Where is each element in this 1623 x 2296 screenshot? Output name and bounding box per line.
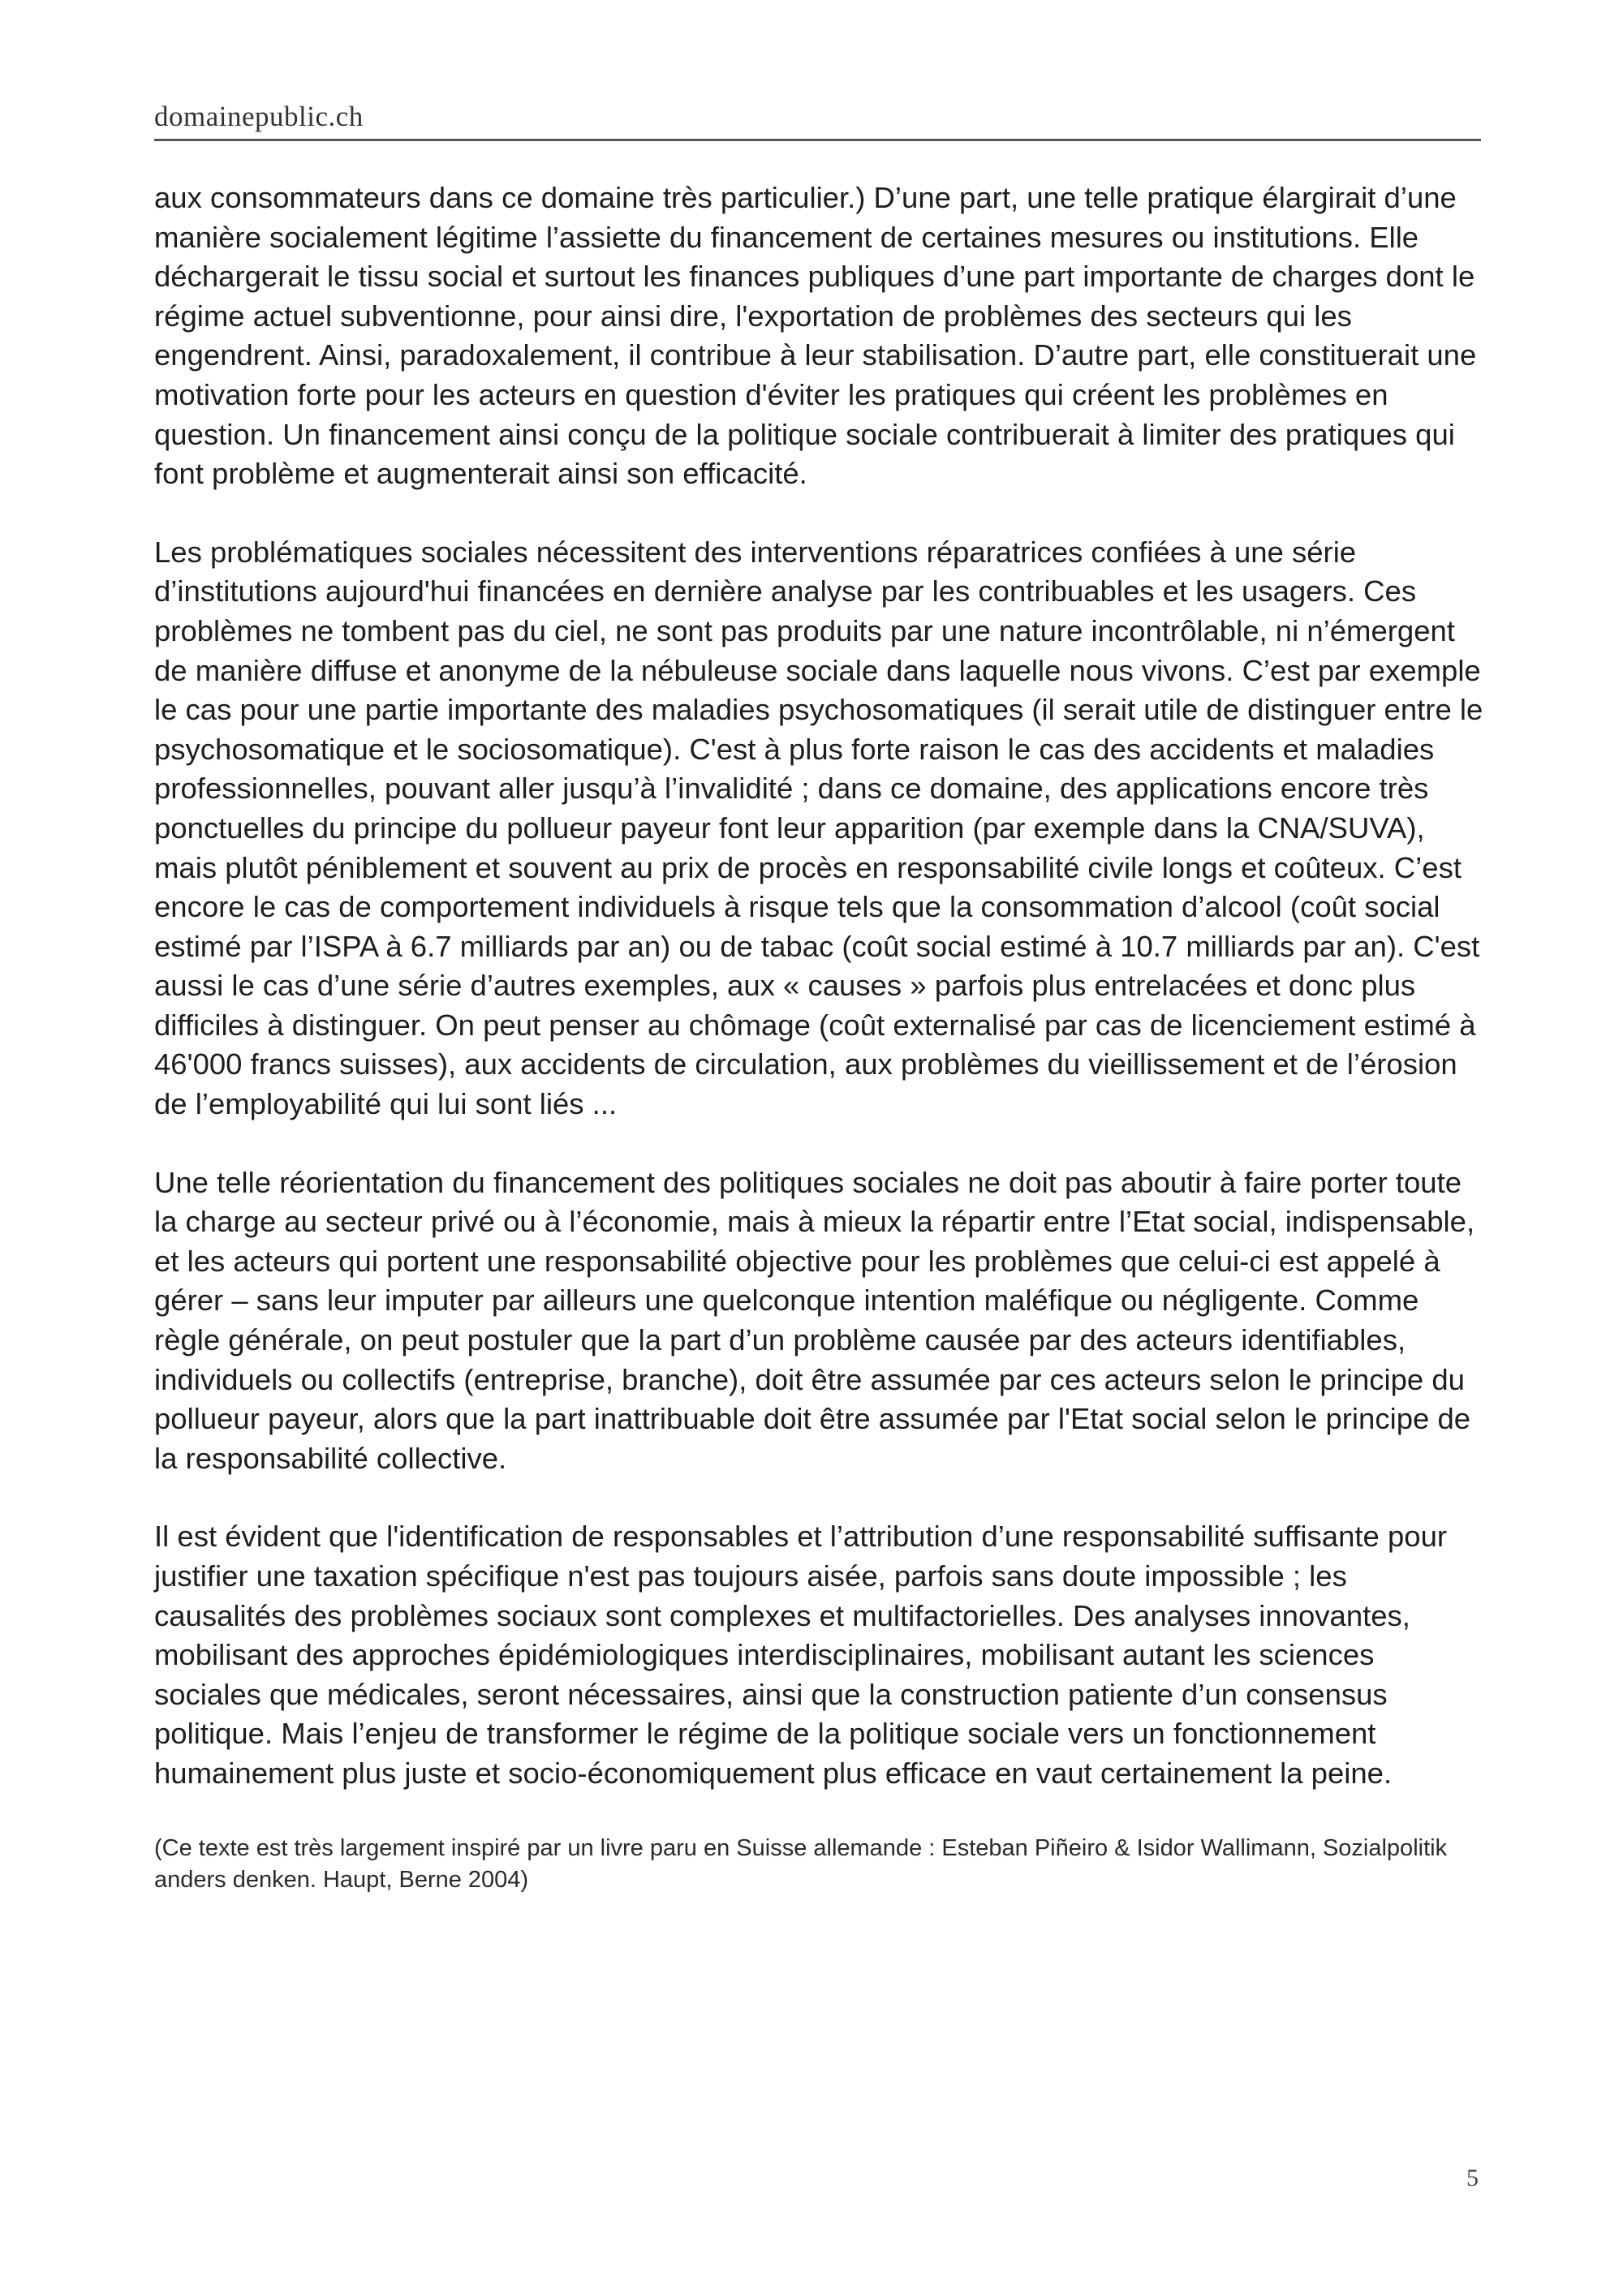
source-note: (Ce texte est très largement inspiré par un livre paru en Suisse allemande : Esteban Piñeiro & Isidor Wallimann, Sozialpolitik anders denken. Haupt, Berne 2004) (154, 1834, 1448, 1893)
paragraph: Une telle réorientation du financement des politiques sociales ne doit pas aboutir à faire porter toute la charge au secteur privé ou à l’économie, mais à mieux la répartir entre l’Etat social, indispensable, et les acteurs qui portent une responsabilité objective pour les problèmes que celui-ci est appelé à gérer – sans leur imputer par ailleurs une quelconque intention maléfique ou négligente. Comme règle générale, on peut postuler que la part d’un problème causée par des acteurs identifiables, individuels ou collectifs (entreprise, branche), doit être assumée par ces acteurs selon le principe du pollueur payeur, alors que la part inattribuable doit être assumée par l'Etat social selon le principe de la responsabilité collective. (154, 1165, 1475, 1475)
paragraph: aux consommateurs dans ce domaine très particulier.) D’une part, une telle pratique élargirait d’une manière socialement légitime l’assiette du financement de certaines mesures ou institutions. Elle déchargerait le tissu social et surtout les finances publiques d’une part importante de charges dont le régime actuel subventionne, pour ainsi dire, l'exportation de problèmes des secteurs qui les engendrent. Ainsi, paradoxalement, il contribue à leur stabilisation. D’autre part, elle constituerait une motivation forte pour les acteurs en question d'éviter les pratiques qui créent les problèmes en question. Un financement ainsi conçu de la politique sociale contribuerait à limiter des pratiques qui font problème et augmenterait ainsi son efficacité. (154, 181, 1477, 491)
page-number: 5 (1466, 2165, 1479, 2191)
paragraph: Les problématiques sociales nécessitent des interventions réparatrices confiées à une série d’institutions aujourd'hui financées en dernière analyse par les contribuables et les usagers. Ces problèmes ne tombent pas du ciel, ne sont pas produits par une nature incontrôlable, ni n’émergent de manière diffuse et anonyme de la nébuleuse sociale dans laquelle nous vivons. C’est par exemple le cas pour une partie importante des maladies psychosomatiques (il serait utile de distinguer entre le psychosomatique et le sociosomatique). C'est à plus forte raison le cas des accidents et maladies professionnelles, pouvant aller jusqu’à l’invalidité ; dans ce domaine, des applications encore très ponctuelles du principe du pollueur payeur font leur apparition (par exemple dans la CNA/SUVA), mais plutôt péniblement et souvent au prix de procès en responsabilité civile longs et coûteux. C’est encore le cas de comportement individuels à risque tels que la consommation d’alcool (coût social estimé par l’ISPA à 6.7 milliards par an) ou de tabac (coût social estimé à 10.7 milliards par an). C'est aussi le cas d’une série d’autres exemples, aux « causes » parfois plus entrelacées et donc plus difficiles à distinguer. On peut penser au chômage (coût externalisé par cas de licenciement estimé à 46'000 francs suisses), aux accidents de circulation, aux problèmes du vieillissement et de l’érosion de l’employabilité qui lui sont liés ... (154, 535, 1483, 1121)
site-name: domainepublic.ch (154, 101, 364, 132)
article-body (154, 178, 1485, 1896)
paragraph: Il est évident que l'identification de responsables et l’attribution d’une responsabilité suffisante pour justifier une taxation spécifique n'est pas toujours aisée, parfois sans doute impossible ; les causalités des problèmes sociaux sont complexes et multifactorielles. Des analyses innovantes, mobilisant des approches épidémiologiques interdisciplinaires, mobilisant autant les sciences sociales que médicales, seront nécessaires, ainsi que la construction patiente d’un consensus politique. Mais l’enjeu de transformer le régime de la politique sociale vers un fonctionnement humainement plus juste et socio-économiquement plus efficace en vaut certainement la peine. (154, 1520, 1448, 1790)
page-header (154, 96, 1481, 141)
